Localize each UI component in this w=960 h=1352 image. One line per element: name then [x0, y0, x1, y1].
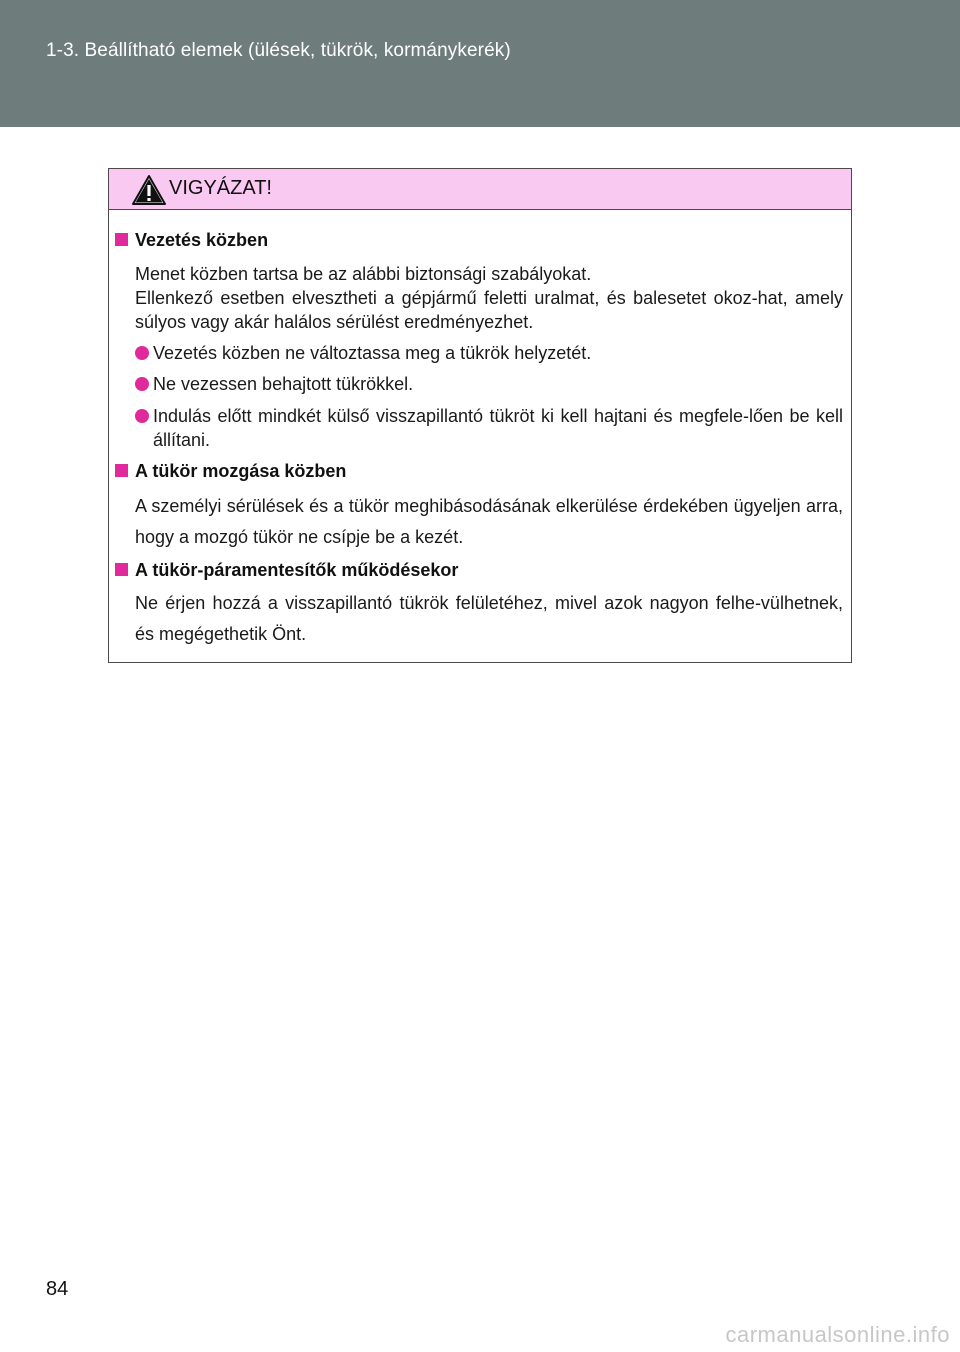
section-heading-defogger: A tükör-páramentesítők működésekor [115, 560, 458, 581]
section-text-driving-line-1: Menet közben tartsa be az alábbi biztonsági szabályokat. [135, 264, 592, 284]
caution-header [109, 169, 851, 210]
page-number: 84 [46, 1278, 69, 1300]
square-bullet-icon [115, 464, 128, 477]
square-bullet-icon [115, 563, 128, 576]
header-band [0, 0, 960, 127]
section-heading-mirror-moving: A tükör mozgása közben [115, 461, 346, 482]
section-title: 1-3. Beállítható elemek (ülések, tükrök, kormánykerék) [46, 40, 511, 61]
bullet-item: Ne vezessen behajtott tükrökkel. [135, 372, 843, 396]
round-bullet-icon [135, 377, 149, 391]
section-text-mirror-moving: A személyi sérülések és a tükör meghibásodásának elkerülése érdekében ügyeljen arra, hogy a mozgó tükör ne csípje be a kezét. [135, 496, 843, 547]
square-bullet-icon [115, 233, 128, 246]
watermark: carmanualsonline.info [725, 1322, 950, 1347]
caution-title: VIGYÁZAT! [169, 177, 272, 199]
section-text-driving-line-2: Ellenkező esetben elvesztheti a gépjármű feletti uralmat, és balesetet okoz-hat, amely súlyos vagy akár halálos sérülést eredményezhet. [135, 288, 843, 332]
caution-box [108, 168, 852, 663]
warning-triangle-icon [131, 174, 167, 206]
section-text-defogger: Ne érjen hozzá a visszapillantó tükrök felületéhez, mivel azok nagyon felhe-vülhetnek, és megégethetik Önt. [135, 593, 843, 644]
round-bullet-icon [135, 346, 149, 360]
bullet-item: Indulás előtt mindkét külső visszapillantó tükröt ki kell hajtani és megfele-lően be kell állítani. [135, 404, 843, 452]
bullet-item: Vezetés közben ne változtassa meg a tükrök helyzetét. [135, 341, 843, 365]
section-heading-driving: Vezetés közben [115, 230, 268, 251]
round-bullet-icon [135, 409, 149, 423]
